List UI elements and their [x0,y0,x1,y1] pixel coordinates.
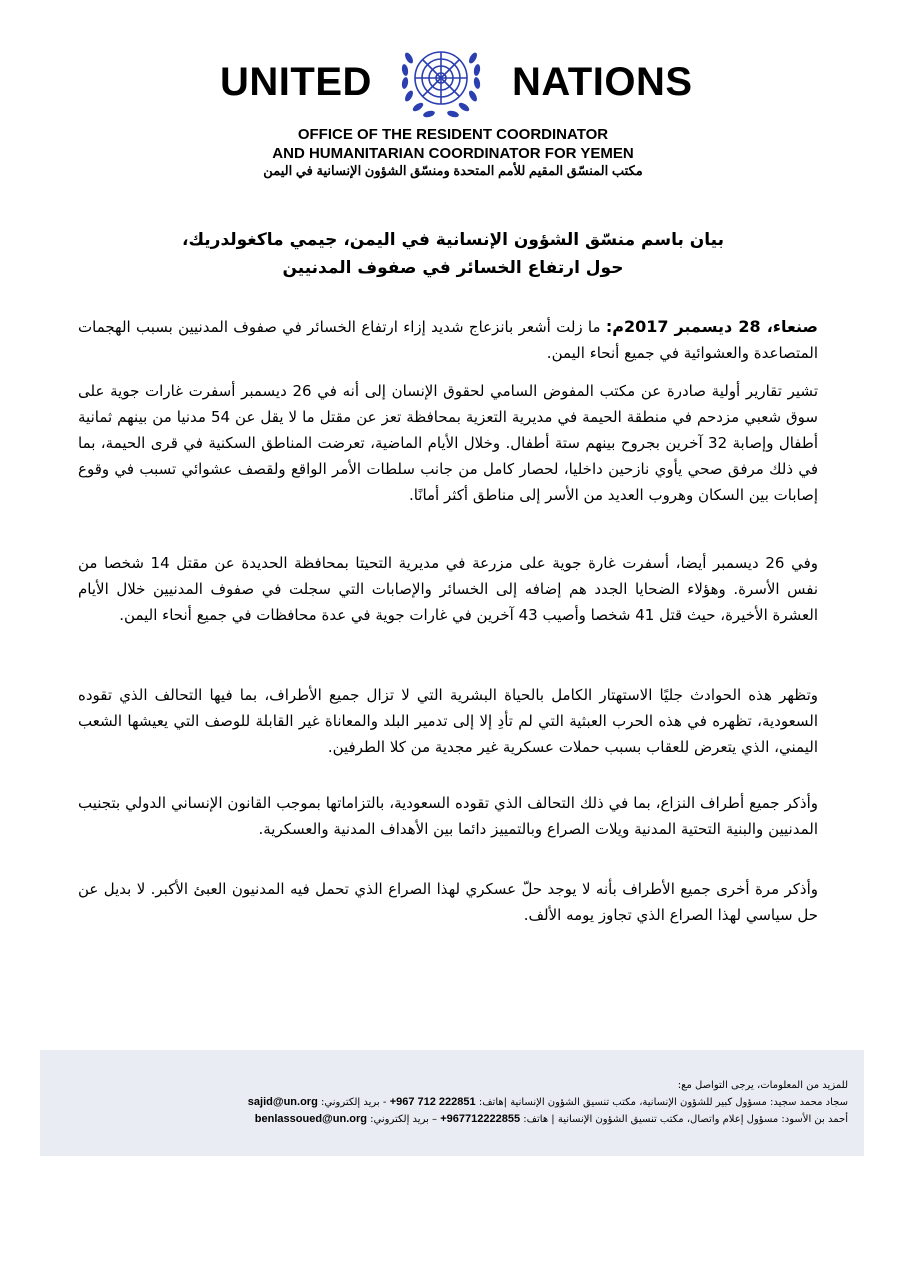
office-line-1: OFFICE OF THE RESIDENT COORDINATOR [297,126,609,143]
contact-1-text: سجاد محمد سجيد: مسؤول كبير للشؤون الإنسانية، مكتب تنسيق الشؤون الإنسانية |هاتف: [478,1097,848,1108]
paragraph-4: وتظهر هذه الحوادث جليًا الاستهتار الكامل بالحياة البشرية التي لا تزال جميع الأطراف، بما فيها التحالف الذي تقوده السعودية، تظهره في هذه الحرب العبثية التي لم تأدِ إلا إلى تدمير البلد والمعاناة غير القابلة للوصف التي يعيشها الشعب اليمني، الذي يتعرض للعقاب بسبب حملات عسكرية غير مجدية من كلا الطرفين. [78,686,818,756]
contact-1-phone: +967 712 222851 [389,1096,476,1108]
contact-1-email[interactable]: sajid@un.org [247,1096,318,1108]
paragraph-2: تشير تقارير أولية صادرة عن مكتب المفوض السامي لحقوق الإنسان إلى أنه في 26 ديسمبر أسفرت غارات جوية على سوق شعبي مزدحم في منطقة الحيمة في مديرية التعزية بمحافظة تعز عن مقتل ما لا يقل عن 54 مدنيا من بينهم ثمانية أطفال وإصابة 32 آخرين بجروح بينهم ستة أطفال. وخلال الأيام الماضية، تعرضت المناطق السكنية في قرى الحيمة، بما في ذلك مرفق صحي يأوي نازحين داخليا، لحصار كامل من جانب سلطات الأمر الواقع ولقصف عشوائي تسبب في وقوع إصابات بين السكان وهروب العديد من الأسر إلى مناطق أكثر أمانًا. [78,382,818,504]
header-united: UNITED [220,60,372,104]
header-nations: NATIONS [512,60,693,104]
office-line-2: AND HUMANITARIAN COORDINATOR FOR YEMEN [272,145,634,162]
contact-2-email[interactable]: benlassoued@un.org [254,1113,367,1125]
paragraph-6: وأذكر مرة أخرى جميع الأطراف بأنه لا يوجد حلّ عسكري لهذا الصراع الذي تحمل فيه المدنيون العبئ الأكبر. لا بديل عن حل سياسي لهذا الصراع الذي تجاوز يومه الألف. [78,880,818,924]
footer-contact-1 [248,1096,848,1108]
contact-2-email-label: – بريد إلكتروني: [370,1114,438,1125]
paragraph-3: وفي 26 ديسمبر أيضا، أسفرت غارة جوية على مزرعة في مديرية التحيتا بمحافظة الحديدة عن مقتل 14 شخصا من نفس الأسرة. وهؤلاء الضحايا الجدد هم إضافه إلى الخسائر والإصابات التي سجلت في صفوف المدنيين خلال الأيام العشرة الأخيرة، حيث قتل 41 شخصا وأصيب 43 آخرين في غارات جوية في عدة محافظات في جميع أنحاء اليمن. [78,554,819,624]
paragraph-1 [78,314,818,366]
dateline: صنعاء، 28 ديسمبر 2017م: [605,317,818,336]
contact-1-email-label: - بريد إلكتروني: [321,1097,387,1108]
paragraph-5: وأذكر جميع أطراف النزاع، بما في ذلك التحالف الذي تقوده السعودية، بالتزاماتها بموجب القانون الإنساني الدولي بتجنيب المدنيين والبنية التحتية المدنية ويلات الصراع وبالتمييز دائما بين الأهداف المدنية والعسكرية. [78,794,818,838]
statement-title-line-2: حول ارتفاع الخسائر في صفوف المدنيين [282,258,624,278]
statement-title-line-1: بيان باسم منسّق الشؤون الإنسانية في اليمن، جيمي ماكغولدريك، [181,230,725,250]
office-arabic: مكتب المنسّق المقيم للأمم المتحدة ومنسّق الشؤون الإنسانية في اليمن [263,163,643,178]
footer-contact-2 [255,1113,848,1125]
contact-2-text: أحمد بن الأسود: مسؤول إعلام واتصال، مكتب تنسيق الشؤون الإنسانية | هاتف: [523,1114,848,1125]
paragraph-1-text: ما زلت أشعر بانزعاج شديد إزاء ارتفاع الخسائر في صفوف المدنيين بسبب الهجمات المتصاعدة والعشوائية في جميع أنحاء اليمن. [78,318,818,362]
un-emblem-icon [395,38,487,122]
contact-2-phone: +967712222855 [440,1113,521,1125]
footer-intro: للمزيد من المعلومات، يرجى التواصل مع: [677,1080,848,1091]
